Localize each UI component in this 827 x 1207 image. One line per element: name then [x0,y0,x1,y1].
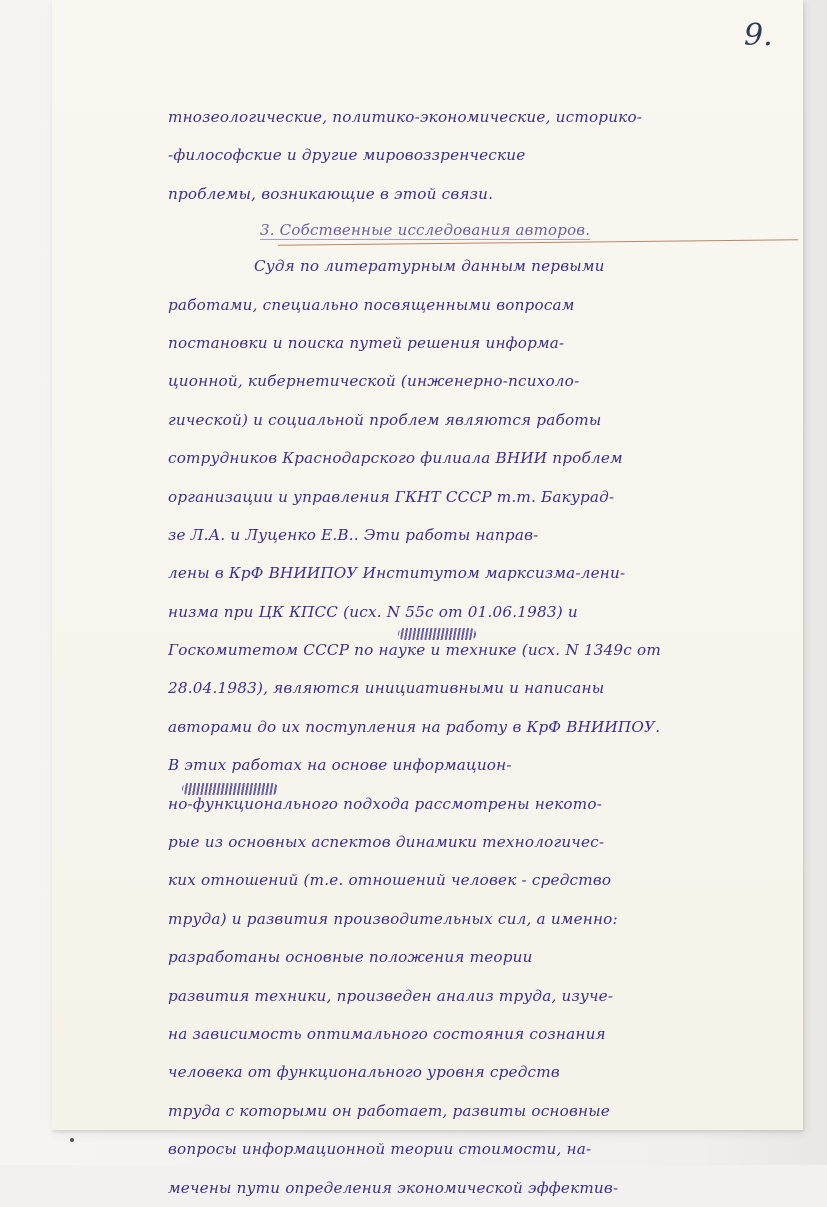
text-line: работами, специально посвященными вопросам [168,295,575,314]
text-line: вопросы информационной теории стоимости, на- [168,1140,592,1159]
text-line: зе Л.А. и Луценко Е.В.. Эти работы направ- [168,525,539,544]
text-line: -философские и другие мировоззренческие [168,146,526,165]
text-line: гической) и социальной проблем являются работы [168,410,602,429]
crossed-out-word [398,628,476,640]
crossed-out-word [182,783,278,795]
text-line: ких отношений (т.е. отношений человек - средство [168,871,612,890]
text-line: 28.04.1983), являются инициативными и написаны [168,679,605,698]
text-line: Судя по литературным данным первыми [254,257,605,276]
text-line: Госкомитетом СССР по науке и технике (исх. N 1349с от [168,641,661,660]
text-line: человека от функционального уровня средств [168,1063,560,1082]
scan-dot [70,1138,74,1142]
text-line: постановки и поиска путей решения информа- [168,333,565,352]
text-line: разработаны основные положения теории [168,948,533,967]
text-line: ционной, кибернетической (инженерно-психоло- [168,372,580,391]
text-line: развития техники, произведен анализ труда, изуче- [168,986,614,1005]
text-line: рые из основных аспектов динамики технологичес- [168,833,605,852]
text-line: труда с которыми он работает, развиты основные [168,1101,610,1120]
text-line: организации и управления ГКНТ СССР т.т. Бакурад- [168,487,615,506]
text-line: В этих работах на основе информацион- [168,756,512,775]
text-line: тнозеологические, политико-экономические, историко- [168,108,643,126]
text-line: мечены пути определения экономической эффектив- [168,1178,619,1197]
page-number: 9. [744,18,773,53]
section-heading-text: 3. Собственные исследования авторов. [260,221,591,240]
text-line: авторами до их поступления на работу в КрФ ВНИИПОУ. [168,717,661,736]
text-line: но-функционального подхода рассмотрены некото- [168,794,603,813]
text-line: низма при ЦК КПСС (исх. N 55с от 01.06.1983) и [168,602,578,621]
text-line: труда) и развития производительных сил, а именно: [168,909,618,928]
text-line: лены в КрФ ВНИИПОУ Институтом марксизма-лени- [168,564,626,583]
text-line: проблемы, возникающие в этой связи. [168,184,494,203]
text-line: на зависимость оптимального состояния сознания [168,1024,606,1043]
text-line: сотрудников Краснодарского филиала ВНИИ проблем [168,449,623,468]
handwritten-text [168,98,788,1207]
